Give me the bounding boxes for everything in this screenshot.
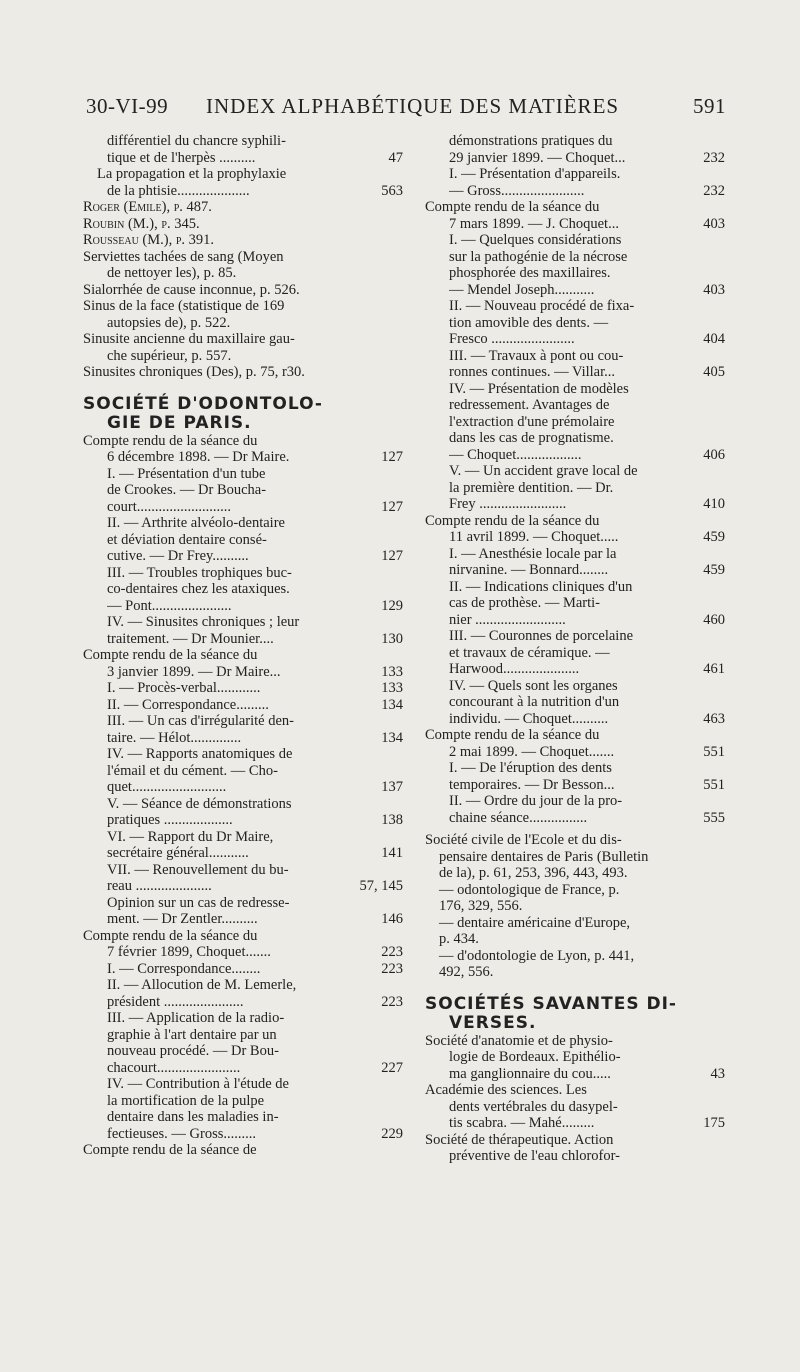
entry-text: nouveau procédé. — Dr Bou- <box>107 1043 279 1059</box>
index-entry-line <box>83 216 403 233</box>
entry-text: Compte rendu de la séance du <box>83 927 258 944</box>
index-entry-line <box>425 760 725 777</box>
section-heading <box>425 995 725 1014</box>
entry-text: che supérieur, p. 557. <box>107 347 232 364</box>
entry-text: logie de Bordeaux. Epithélio- <box>449 1049 621 1065</box>
entry-text: Roger (Emile), p. 487. <box>83 199 212 215</box>
index-entry-line <box>83 763 403 780</box>
index-entry-line <box>425 1066 725 1083</box>
entry-text: V. — Séance de démonstrations <box>107 795 292 812</box>
entry-text: de la), p. 61, 253, 396, 443, 493. <box>439 865 628 881</box>
index-entry-line <box>83 166 403 183</box>
index-entry-line <box>83 1093 403 1110</box>
index-entry-line <box>83 581 403 598</box>
entry-text: préventive de l'eau chlorofor- <box>449 1148 621 1164</box>
entry-text: temporaires. — Dr Besson... <box>449 776 615 793</box>
entry-text: IV. — Contribution à l'étude de <box>107 1076 289 1092</box>
index-entry-line <box>83 614 403 631</box>
index-entry-line <box>425 661 725 678</box>
index-entry-line <box>83 928 403 945</box>
entry-page-ref: 175 <box>703 1115 725 1131</box>
entry-text: II. — Arthrite alvéolo-dentaire <box>107 515 285 531</box>
entry-text: concourant à la nutrition d'un <box>449 694 620 710</box>
index-entry-line <box>425 150 725 167</box>
entry-text: III. — Couronnes de porcelaine <box>449 628 634 644</box>
entry-text: dentaire dans les maladies in- <box>107 1109 279 1125</box>
entry-text: IV. — Sinusites chroniques ; leur <box>107 614 300 630</box>
entry-text: p. 434. <box>439 931 479 947</box>
running-header <box>86 94 726 124</box>
entry-text: VI. — Rapport du Dr Maire, <box>107 828 274 845</box>
entry-text: Académie des sciences. Les <box>425 1082 587 1098</box>
entry-text: cutive. — Dr Frey.......... <box>107 548 249 564</box>
entry-text: Harwood..................... <box>449 661 580 677</box>
entry-text: Opinion sur un cas de redresse- <box>107 894 290 911</box>
index-entry-line <box>83 482 403 499</box>
entry-page-ref: 227 <box>381 1059 403 1076</box>
spacer <box>425 981 725 995</box>
entry-text: III. — Application de la radio- <box>107 1010 285 1026</box>
index-entry-line <box>83 348 403 365</box>
entry-text: ma ganglionnaire du cou..... <box>449 1065 611 1082</box>
entry-text: l'émail et du cément. — Cho- <box>107 762 278 779</box>
spacer <box>83 381 403 395</box>
section-heading-text: SOCIÉTÉS SAVANTES DI- <box>425 993 677 1014</box>
index-entry-line <box>83 1060 403 1077</box>
entry-page-ref: 459 <box>703 562 725 578</box>
section-heading-text: GIE DE PARIS. <box>107 412 252 433</box>
index-entry-line <box>83 680 403 697</box>
index-entry-line <box>425 694 725 711</box>
entry-page-ref: 563 <box>381 182 403 199</box>
index-entry-line <box>83 977 403 994</box>
entry-page-ref: 461 <box>703 661 725 677</box>
entry-page-ref: 405 <box>703 364 725 380</box>
entry-text: chaine séance................ <box>449 809 588 826</box>
index-entry-line <box>83 829 403 846</box>
entry-text: pratiques ................... <box>107 812 233 828</box>
entry-text: la mortification de la pulpe <box>107 1092 265 1109</box>
index-entry-line <box>425 849 725 866</box>
entry-text: III. — Un cas d'irrégularité den- <box>107 713 295 729</box>
entry-text: court.......................... <box>107 498 232 515</box>
entry-text: Société de thérapeutique. Action <box>425 1131 614 1148</box>
index-entry-line <box>425 931 725 948</box>
index-entry-line <box>83 598 403 615</box>
entry-text: et travaux de céramique. — <box>449 644 610 661</box>
entry-text: — Gross....................... <box>449 182 585 199</box>
index-entry-line <box>425 199 725 216</box>
entry-text: dents vertébrales du dasypel- <box>449 1098 618 1115</box>
index-entry-line <box>425 832 725 849</box>
index-entry-line <box>83 199 403 216</box>
entry-page-ref: 133 <box>381 680 403 696</box>
index-entry-line <box>425 1115 725 1132</box>
index-entry-line <box>83 1142 403 1159</box>
entry-text: Sinusites chroniques (Des), p. 75, r30. <box>83 364 305 380</box>
index-entry-line <box>425 744 725 761</box>
section-heading-text: VERSES. <box>449 1012 537 1033</box>
entry-text: IV. — Présentation de modèles <box>449 380 629 397</box>
entry-text: V. — Un accident grave local de <box>449 463 638 479</box>
index-entry-line <box>83 713 403 730</box>
entry-text: II. — Indications cliniques d'un <box>449 578 633 595</box>
index-entry-line <box>83 1126 403 1143</box>
entry-text: tion amovible des dents. — <box>449 314 609 331</box>
section-heading <box>83 395 403 414</box>
entry-text: tique et de l'herpès .......... <box>107 149 256 166</box>
entry-page-ref: 406 <box>703 446 725 463</box>
entry-page-ref: 127 <box>381 449 403 465</box>
index-entry-line <box>425 562 725 579</box>
entry-page-ref: 146 <box>381 911 403 927</box>
entry-text: 7 mars 1899. — J. Choquet... <box>449 215 619 232</box>
entry-page-ref: 141 <box>381 845 403 861</box>
index-entry-line <box>425 948 725 965</box>
index-entry-line <box>425 579 725 596</box>
index-entry-line <box>425 595 725 612</box>
entry-text: III. — Travaux à pont ou cou- <box>449 347 624 364</box>
entry-text: Sinusite ancienne du maxillaire gau- <box>83 331 295 347</box>
index-entry-line <box>83 697 403 714</box>
index-entry-line <box>425 463 725 480</box>
entry-text: — odontologique de France, p. <box>439 881 620 898</box>
entry-page-ref: 404 <box>703 331 725 347</box>
index-entry-line <box>425 414 725 431</box>
index-entry-line <box>425 447 725 464</box>
index-entry-line <box>425 793 725 810</box>
index-entry-line <box>83 232 403 249</box>
index-entry-line <box>425 1132 725 1149</box>
entry-text: IV. — Rapports anatomiques de <box>107 746 293 762</box>
entry-page-ref: 460 <box>703 611 725 628</box>
index-entry-line <box>425 777 725 794</box>
index-entry-line <box>425 216 725 233</box>
index-entry-line <box>425 727 725 744</box>
entry-text: II. — Allocution de M. Lemerle, <box>107 977 297 993</box>
entry-text: individu. — Choquet.......... <box>449 710 609 727</box>
index-entry-line <box>83 298 403 315</box>
index-entry-line <box>83 647 403 664</box>
entry-text: 7 février 1899, Choquet....... <box>107 944 271 960</box>
index-entry-line <box>83 812 403 829</box>
entry-text: Compte rendu de la séance de <box>83 1142 257 1158</box>
entry-text: I. — Correspondance........ <box>107 960 261 977</box>
index-entry-line <box>83 150 403 167</box>
entry-page-ref: 403 <box>703 281 725 298</box>
entry-text: Compte rendu de la séance du <box>425 512 600 529</box>
index-entry-line <box>83 331 403 348</box>
index-entry-line <box>425 678 725 695</box>
entry-text: pensaire dentaires de Paris (Bulletin <box>439 848 649 865</box>
index-entry-line <box>83 730 403 747</box>
entry-text: quet.......................... <box>107 779 227 795</box>
index-entry-line <box>425 882 725 899</box>
entry-text: Société civile de l'Ecole et du dis- <box>425 832 622 848</box>
index-entry-line <box>425 298 725 315</box>
entry-text: IV. — Quels sont les organes <box>449 677 618 694</box>
index-entry-line <box>425 381 725 398</box>
entry-text: ment. — Dr Zentler.......... <box>107 911 258 927</box>
entry-text: différentiel du chancre syphili- <box>107 133 286 149</box>
entry-text: II. — Ordre du jour de la pro- <box>449 793 623 809</box>
index-entry-line <box>425 1148 725 1165</box>
entry-text: — dentaire américaine d'Europe, <box>439 914 631 931</box>
entry-page-ref: 134 <box>381 696 403 713</box>
entry-text: tis scabra. — Mahé......... <box>449 1115 595 1131</box>
index-entry-line <box>425 1099 725 1116</box>
entry-text: Sialorrhée de cause inconnue, p. 526. <box>83 281 300 298</box>
index-entry-line <box>83 911 403 928</box>
index-entry-line <box>83 631 403 648</box>
entry-text: 3 janvier 1899. — Dr Maire... <box>107 663 281 680</box>
entry-page-ref: 127 <box>381 498 403 515</box>
index-entry-line <box>83 282 403 299</box>
index-entry-line <box>425 331 725 348</box>
index-entry-line <box>425 513 725 530</box>
entry-page-ref: 229 <box>381 1125 403 1142</box>
header-date: 30-VI-99 <box>86 94 169 118</box>
entry-text: I. — Présentation d'un tube <box>107 465 266 482</box>
index-entry-line <box>425 529 725 546</box>
entry-text: 176, 329, 556. <box>439 898 523 914</box>
entry-text: 2 mai 1899. — Choquet....... <box>449 743 615 760</box>
entry-page-ref: 232 <box>703 182 725 199</box>
entry-text: nier ......................... <box>449 611 566 628</box>
left-column <box>83 133 403 1159</box>
entry-text: Frey ........................ <box>449 496 567 512</box>
entry-text: — Choquet.................. <box>449 446 582 463</box>
entry-page-ref: 129 <box>381 597 403 614</box>
index-entry-line <box>425 645 725 662</box>
entry-text: II. — Correspondance......... <box>107 696 269 713</box>
entry-page-ref: 127 <box>381 548 403 564</box>
index-entry-line <box>83 664 403 681</box>
index-entry-line <box>425 496 725 513</box>
entry-text: VII. — Renouvellement du bu- <box>107 861 289 878</box>
entry-text: traitement. — Dr Mounier.... <box>107 630 274 647</box>
entry-text: fectieuses. — Gross......... <box>107 1125 257 1142</box>
index-entry-line <box>425 348 725 365</box>
index-entry-line <box>83 878 403 895</box>
entry-text: — Pont...................... <box>107 597 232 614</box>
entry-page-ref: 43 <box>710 1065 725 1082</box>
index-entry-line <box>83 183 403 200</box>
entry-page-ref: 410 <box>703 496 725 512</box>
page-number: 591 <box>693 94 726 118</box>
index-entry-line <box>425 232 725 249</box>
entry-page-ref: 223 <box>381 944 403 960</box>
index-entry-line <box>83 845 403 862</box>
entry-text: sur la pathogénie de la nécrose <box>449 248 628 265</box>
entry-text: de nettoyer les), p. 85. <box>107 265 237 281</box>
index-entry-line <box>83 1043 403 1060</box>
index-entry-line <box>83 796 403 813</box>
entry-text: I. — Quelques considérations <box>449 232 622 248</box>
entry-text: La propagation et la prophylaxie <box>97 166 287 182</box>
index-entry-line <box>83 532 403 549</box>
entry-text: Rousseau (M.), p. 391. <box>83 232 215 248</box>
entry-text: — Mendel Joseph........... <box>449 281 595 298</box>
index-entry-line <box>83 895 403 912</box>
entry-text: chacourt....................... <box>107 1059 241 1076</box>
index-entry-line <box>83 862 403 879</box>
entry-text: Roubin (M.), p. 345. <box>83 215 200 232</box>
entry-text: président ...................... <box>107 993 244 1010</box>
index-entry-line <box>425 166 725 183</box>
entry-page-ref: 463 <box>703 710 725 727</box>
entry-page-ref: 232 <box>703 149 725 166</box>
entry-text: I. — De l'éruption des dents <box>449 760 612 776</box>
entry-text: de la phtisie.................... <box>107 182 250 199</box>
entry-text: et déviation dentaire consé- <box>107 531 267 548</box>
entry-text: I. — Présentation d'appareils. <box>449 166 621 182</box>
entry-text: Compte rendu de la séance du <box>83 432 258 449</box>
entry-text: Compte rendu de la séance du <box>83 647 258 663</box>
entry-text: co-dentaires chez les ataxiques. <box>107 581 290 597</box>
header-title: INDEX ALPHABÉTIQUE DES MATIÈRES <box>206 94 620 118</box>
entry-page-ref: 403 <box>703 215 725 232</box>
entry-page-ref: 551 <box>703 743 725 760</box>
index-entry-line <box>425 1033 725 1050</box>
entry-text: I. — Anesthésie locale par la <box>449 545 617 562</box>
entry-text: graphie à l'art dentaire par un <box>107 1026 277 1043</box>
entry-page-ref: 459 <box>703 529 725 545</box>
entry-text: Compte rendu de la séance du <box>425 199 600 215</box>
entry-page-ref: 223 <box>381 960 403 977</box>
index-entry-line <box>425 898 725 915</box>
entry-text: reau ..................... <box>107 878 212 894</box>
entry-page-ref: 47 <box>388 149 403 166</box>
index-entry-line <box>425 183 725 200</box>
index-entry-line <box>425 364 725 381</box>
entry-text: ronnes continues. — Villar... <box>449 364 615 380</box>
entry-text: 29 janvier 1899. — Choquet... <box>449 149 626 166</box>
entry-text: cas de prothèse. — Marti- <box>449 595 600 611</box>
index-entry-line <box>83 994 403 1011</box>
index-entry-line <box>83 315 403 332</box>
index-entry-line <box>83 449 403 466</box>
right-column <box>425 133 725 1165</box>
index-entry-line <box>425 612 725 629</box>
entry-text: III. — Troubles trophiques buc- <box>107 564 292 581</box>
index-entry-line <box>83 1076 403 1093</box>
entry-text: phosphorée des maxillaires. <box>449 265 611 281</box>
entry-text: de Crookes. — Dr Boucha- <box>107 482 267 498</box>
entry-page-ref: 133 <box>381 663 403 680</box>
section-heading <box>425 1014 725 1033</box>
index-entry-line <box>83 548 403 565</box>
index-entry-line <box>83 515 403 532</box>
index-entry-line <box>425 628 725 645</box>
section-heading-text: SOCIÉTÉ D'ODONTOLO- <box>83 393 323 414</box>
index-entry-line <box>83 944 403 961</box>
index-entry-line <box>83 433 403 450</box>
entry-text: Compte rendu de la séance du <box>425 727 600 743</box>
index-entry-line <box>425 1049 725 1066</box>
section-heading <box>83 414 403 433</box>
entry-text: l'extraction d'une prémolaire <box>449 413 615 430</box>
entry-text: Fresco ....................... <box>449 331 575 347</box>
entry-text: taire. — Hélot.............. <box>107 729 242 746</box>
entry-text: redressement. Avantages de <box>449 397 610 413</box>
index-entry-line <box>425 1082 725 1099</box>
index-entry-line <box>425 964 725 981</box>
index-entry-line <box>83 1109 403 1126</box>
index-entry-line <box>83 565 403 582</box>
entry-page-ref: 134 <box>381 729 403 746</box>
entry-page-ref: 551 <box>703 776 725 793</box>
index-entry-line <box>83 364 403 381</box>
index-entry-line <box>425 397 725 414</box>
entry-page-ref: 138 <box>381 812 403 828</box>
index-entry-line <box>83 499 403 516</box>
entry-text: dans les cas de prognatisme. <box>449 430 614 446</box>
entry-text: secrétaire général........... <box>107 845 249 861</box>
index-entry-line <box>425 430 725 447</box>
entry-page-ref: 223 <box>381 993 403 1010</box>
index-entry-line <box>425 282 725 299</box>
index-entry-line <box>425 315 725 332</box>
entry-text: Sinus de la face (statistique de 169 <box>83 298 285 314</box>
entry-page-ref: 130 <box>381 630 403 647</box>
entry-text: Serviettes tachées de sang (Moyen <box>83 248 284 265</box>
entry-text: 6 décembre 1898. — Dr Maire. <box>107 449 290 465</box>
index-entry-line <box>425 249 725 266</box>
index-entry-line <box>425 133 725 150</box>
index-entry-line <box>83 249 403 266</box>
index-entry-line <box>425 711 725 728</box>
index-entry-line <box>425 546 725 563</box>
entry-page-ref: 137 <box>381 779 403 795</box>
entry-text: démonstrations pratiques du <box>449 133 613 149</box>
index-entry-line <box>425 915 725 932</box>
index-entry-line <box>425 480 725 497</box>
entry-text: I. — Procès-verbal............ <box>107 680 261 696</box>
entry-page-ref: 57, 145 <box>359 878 403 894</box>
index-entry-line <box>425 265 725 282</box>
index-entry-line <box>83 265 403 282</box>
index-entry-line <box>83 1010 403 1027</box>
index-entry-line <box>83 133 403 150</box>
entry-page-ref: 555 <box>703 809 725 826</box>
entry-text: nirvanine. — Bonnard........ <box>449 562 609 578</box>
index-entry-line <box>83 746 403 763</box>
index-entry-line <box>83 961 403 978</box>
entry-text: Société d'anatomie et de physio- <box>425 1032 613 1049</box>
entry-text: la première dentition. — Dr. <box>449 479 614 496</box>
index-entry-line <box>83 779 403 796</box>
index-entry-line <box>83 466 403 483</box>
index-entry-line <box>83 1027 403 1044</box>
entry-text: 11 avril 1899. — Choquet..... <box>449 529 619 545</box>
index-entry-line <box>425 865 725 882</box>
entry-text: — d'odontologie de Lyon, p. 441, <box>439 947 635 964</box>
entry-text: 492, 556. <box>439 964 494 980</box>
entry-text: autopsies de), p. 522. <box>107 314 231 331</box>
entry-text: II. — Nouveau procédé de fixa- <box>449 298 635 314</box>
index-entry-line <box>425 810 725 827</box>
